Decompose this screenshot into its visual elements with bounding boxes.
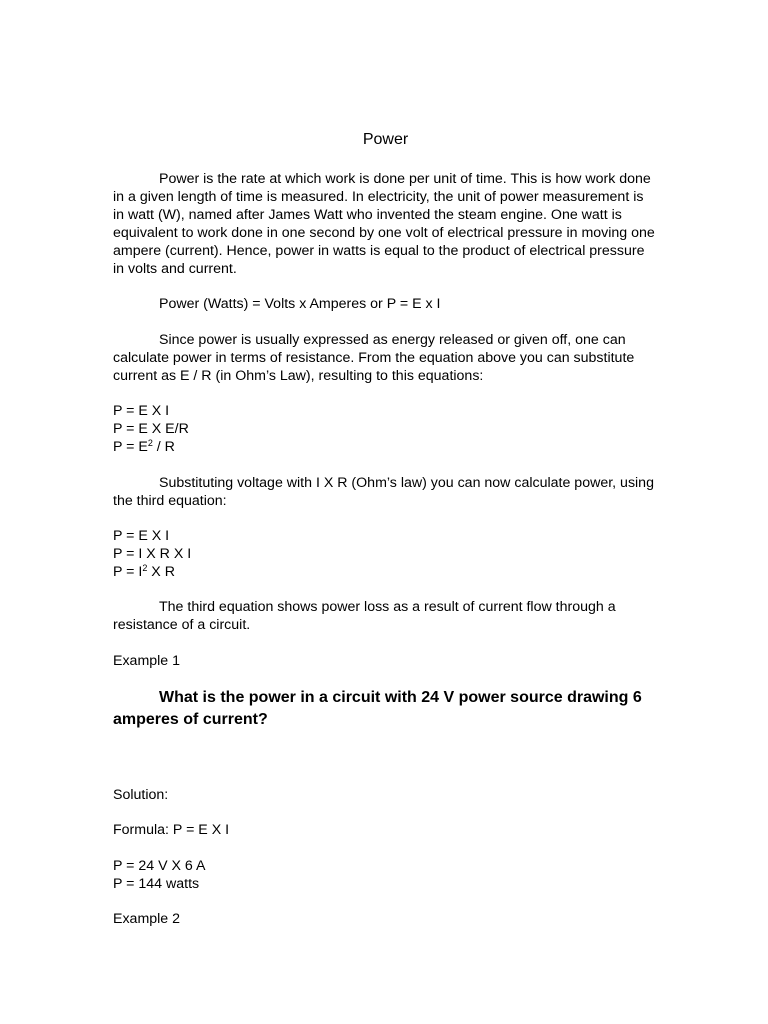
substitute-paragraph: Substituting voltage with I X R (Ohm’s law) you can now calculate power, using the third equation: xyxy=(113,475,654,509)
document-title: Power xyxy=(362,131,409,148)
example-1-question: What is the power in a circuit with 24 V power source drawing 6 amperes of current? xyxy=(113,689,642,728)
equation-2-3: $P = I^2$ X R xyxy=(113,563,175,580)
equation-2-1: P = E X I xyxy=(113,528,170,544)
solution-step-1: P = 24 V X 6 A xyxy=(113,858,206,874)
exponent: 2 xyxy=(142,563,148,573)
main-formula: Power (Watts) = Volts x Amperes or P = E x I xyxy=(159,296,441,312)
third-equation-paragraph: The third equation shows power loss as a result of current flow through a resistance of a circuit. xyxy=(113,599,616,633)
exponent: 2 xyxy=(147,438,153,448)
equation-1-3: $P = E^2 / R$ xyxy=(113,438,175,455)
solution-label: Solution: xyxy=(113,787,169,803)
solution-formula: Formula: P = E X I xyxy=(113,822,230,838)
solution-step-2: P = 144 watts xyxy=(113,876,200,892)
resistance-paragraph: Since power is usually expressed as energy released or given off, one can calculate power in terms of resistance. From the equation above you can substitute current as E / R (in Ohm’s Law), resulting to this equations: xyxy=(113,332,635,384)
example-1-label: Example 1 xyxy=(113,653,181,669)
equation-1-2: P = E X E/R xyxy=(113,421,189,437)
document-page xyxy=(113,0,658,1024)
example-2-label: Example 2 xyxy=(113,911,181,927)
equation-2-2: P = I X R X I xyxy=(113,546,192,562)
equation-1-1: P = E X I xyxy=(113,403,170,419)
intro-paragraph: Power is the rate at which work is done per unit of time. This is how work done in a given length of time is measured. In electricity, the unit of power measurement is in watt (W), named after James Watt who invented the steam engine. One watt is equivalent to work done in one second by one volt of electrical pressure in moving one ampere (current). Hence, power in watts is equal to the product of electrical pressure in volts and current. xyxy=(113,171,655,277)
